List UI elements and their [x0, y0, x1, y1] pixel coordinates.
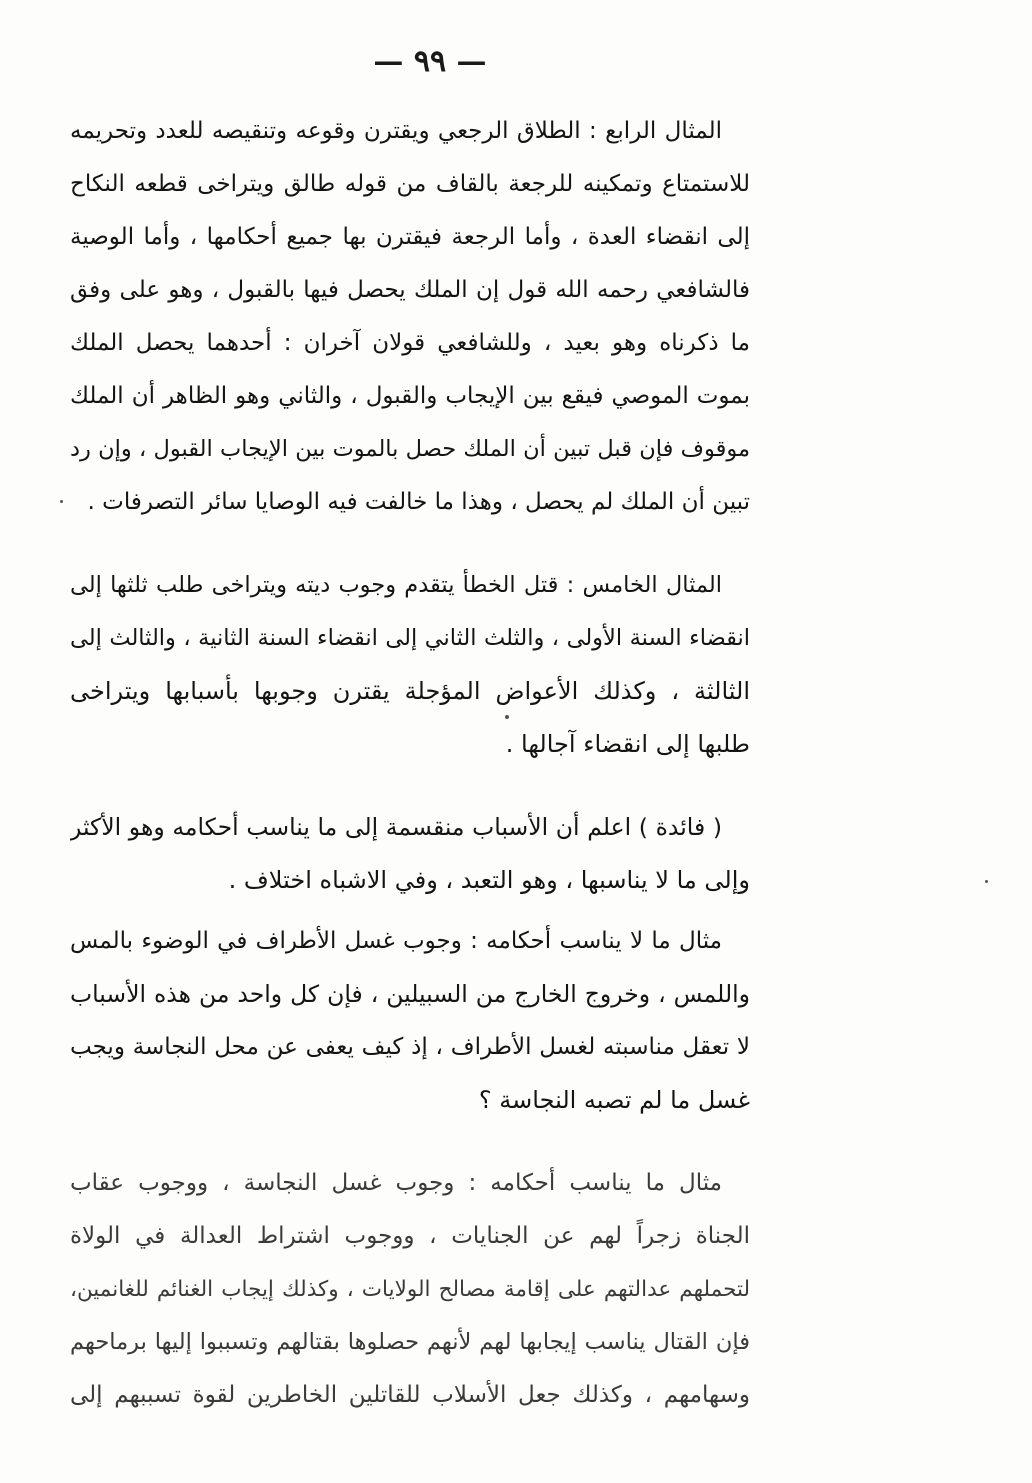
text-line: ( فائدة ) اعلم أن الأسباب منقسمة إلى ما يناسب أحكامه وهو الأكثر: [70, 813, 722, 841]
text-line: مثال ما يناسب أحكامه : وجوب غسل النجاسة ، ووجوب عقاب: [70, 1170, 722, 1196]
text-line: وإلى ما لا يناسبها ، وهو التعبد ، وفي الاشباه اختلاف .: [228, 866, 750, 894]
text-line: واللمس ، وخروج الخارج من السبيلين ، فإن كل واحد من هذه الأسباب: [70, 980, 750, 1008]
text-line: انقضاء السنة الأولى ، والثلث الثاني إلى انقضاء السنة الثانية ، والثالث إلى: [70, 625, 750, 651]
text-line: غسل ما لم تصبه النجاسة ؟: [478, 1086, 750, 1114]
text-line: الثالثة ، وكذلك الأعواض المؤجلة يقترن وجوبها بأسبابها ويتراخى: [70, 677, 750, 705]
text-line: للاستمتاع وتمكينه للرجعة بالقاف من قوله طالق ويتراخى قطعه النكاح: [70, 171, 750, 197]
scan-speck: [985, 880, 988, 883]
paragraph-suitable-example: [70, 1157, 750, 1422]
text-line: طلبها إلى انقضاء آجالها .: [505, 730, 750, 758]
paragraph-non-suitable-example: [70, 915, 750, 1127]
scan-speck: [60, 500, 63, 503]
text-line: تبين أن الملك لم يحصل ، وهذا ما خالفت فيه الوصايا سائر التصرفات .: [87, 489, 750, 515]
paragraph-fifth-example: [70, 559, 750, 771]
paragraph-fourth-example: [70, 105, 750, 529]
paragraph-benefit-note: [70, 801, 750, 907]
text-line: المثال الرابع : الطلاق الرجعي ويقترن وقوعه وتنقيصه للعدد وتحريمه: [70, 118, 722, 144]
text-line: بموت الموصي فيقع بين الإيجاب والقبول ، والثاني وهو الظاهر أن الملك: [70, 383, 750, 409]
text-line: لا تعقل مناسبته لغسل الأطراف ، إذ كيف يعفى عن محل النجاسة ويجب: [70, 1034, 750, 1060]
page-body: [70, 105, 750, 1422]
text-line: الجناة زجراً لهم عن الجنايات ، ووجوب اشتراط العدالة في الولاة: [70, 1223, 750, 1249]
text-line: فالشافعي رحمه الله قول إن الملك يحصل فيها بالقبول ، وهو على وفق: [70, 277, 750, 303]
text-line: مثال ما لا يناسب أحكامه : وجوب غسل الأطراف في الوضوء بالمس: [70, 928, 722, 954]
text-line: ما ذكرناه وهو بعيد ، وللشافعي قولان آخران : أحدهما يحصل الملك: [70, 330, 750, 356]
paragraph-gap: [70, 1127, 750, 1157]
text-line: إلى انقضاء العدة ، وأما الرجعة فيقترن بها جميع أحكامها ، وأما الوصية: [70, 224, 750, 250]
scan-speck: [505, 715, 509, 719]
text-line: فإن القتال يناسب إيجابها لهم لأنهم حصلوها بقتالهم وتسببوا إليها برماحهم: [70, 1329, 750, 1355]
text-line: موقوف فإن قبل تبين أن الملك حصل بالموت بين الإيجاب القبول ، وإن رد: [70, 436, 750, 462]
paragraph-gap: [70, 529, 750, 559]
paragraph-gap: [70, 771, 750, 801]
text-line: لتحملهم عدالتهم على إقامة مصالح الولايات ، وكذلك إيجاب الغنائم للغانمين،: [70, 1277, 750, 1302]
paragraph-gap: [70, 907, 750, 915]
text-line: وسهامهم ، وكذلك جعل الأسلاب للقاتلين الخاطرين لقوة تسببهم إلى: [70, 1382, 750, 1408]
page-number: — ٩٩ —: [373, 44, 487, 79]
text-line: المثال الخامس : قتل الخطأ يتقدم وجوب ديته ويتراخى طلب ثلثها إلى: [70, 572, 722, 598]
